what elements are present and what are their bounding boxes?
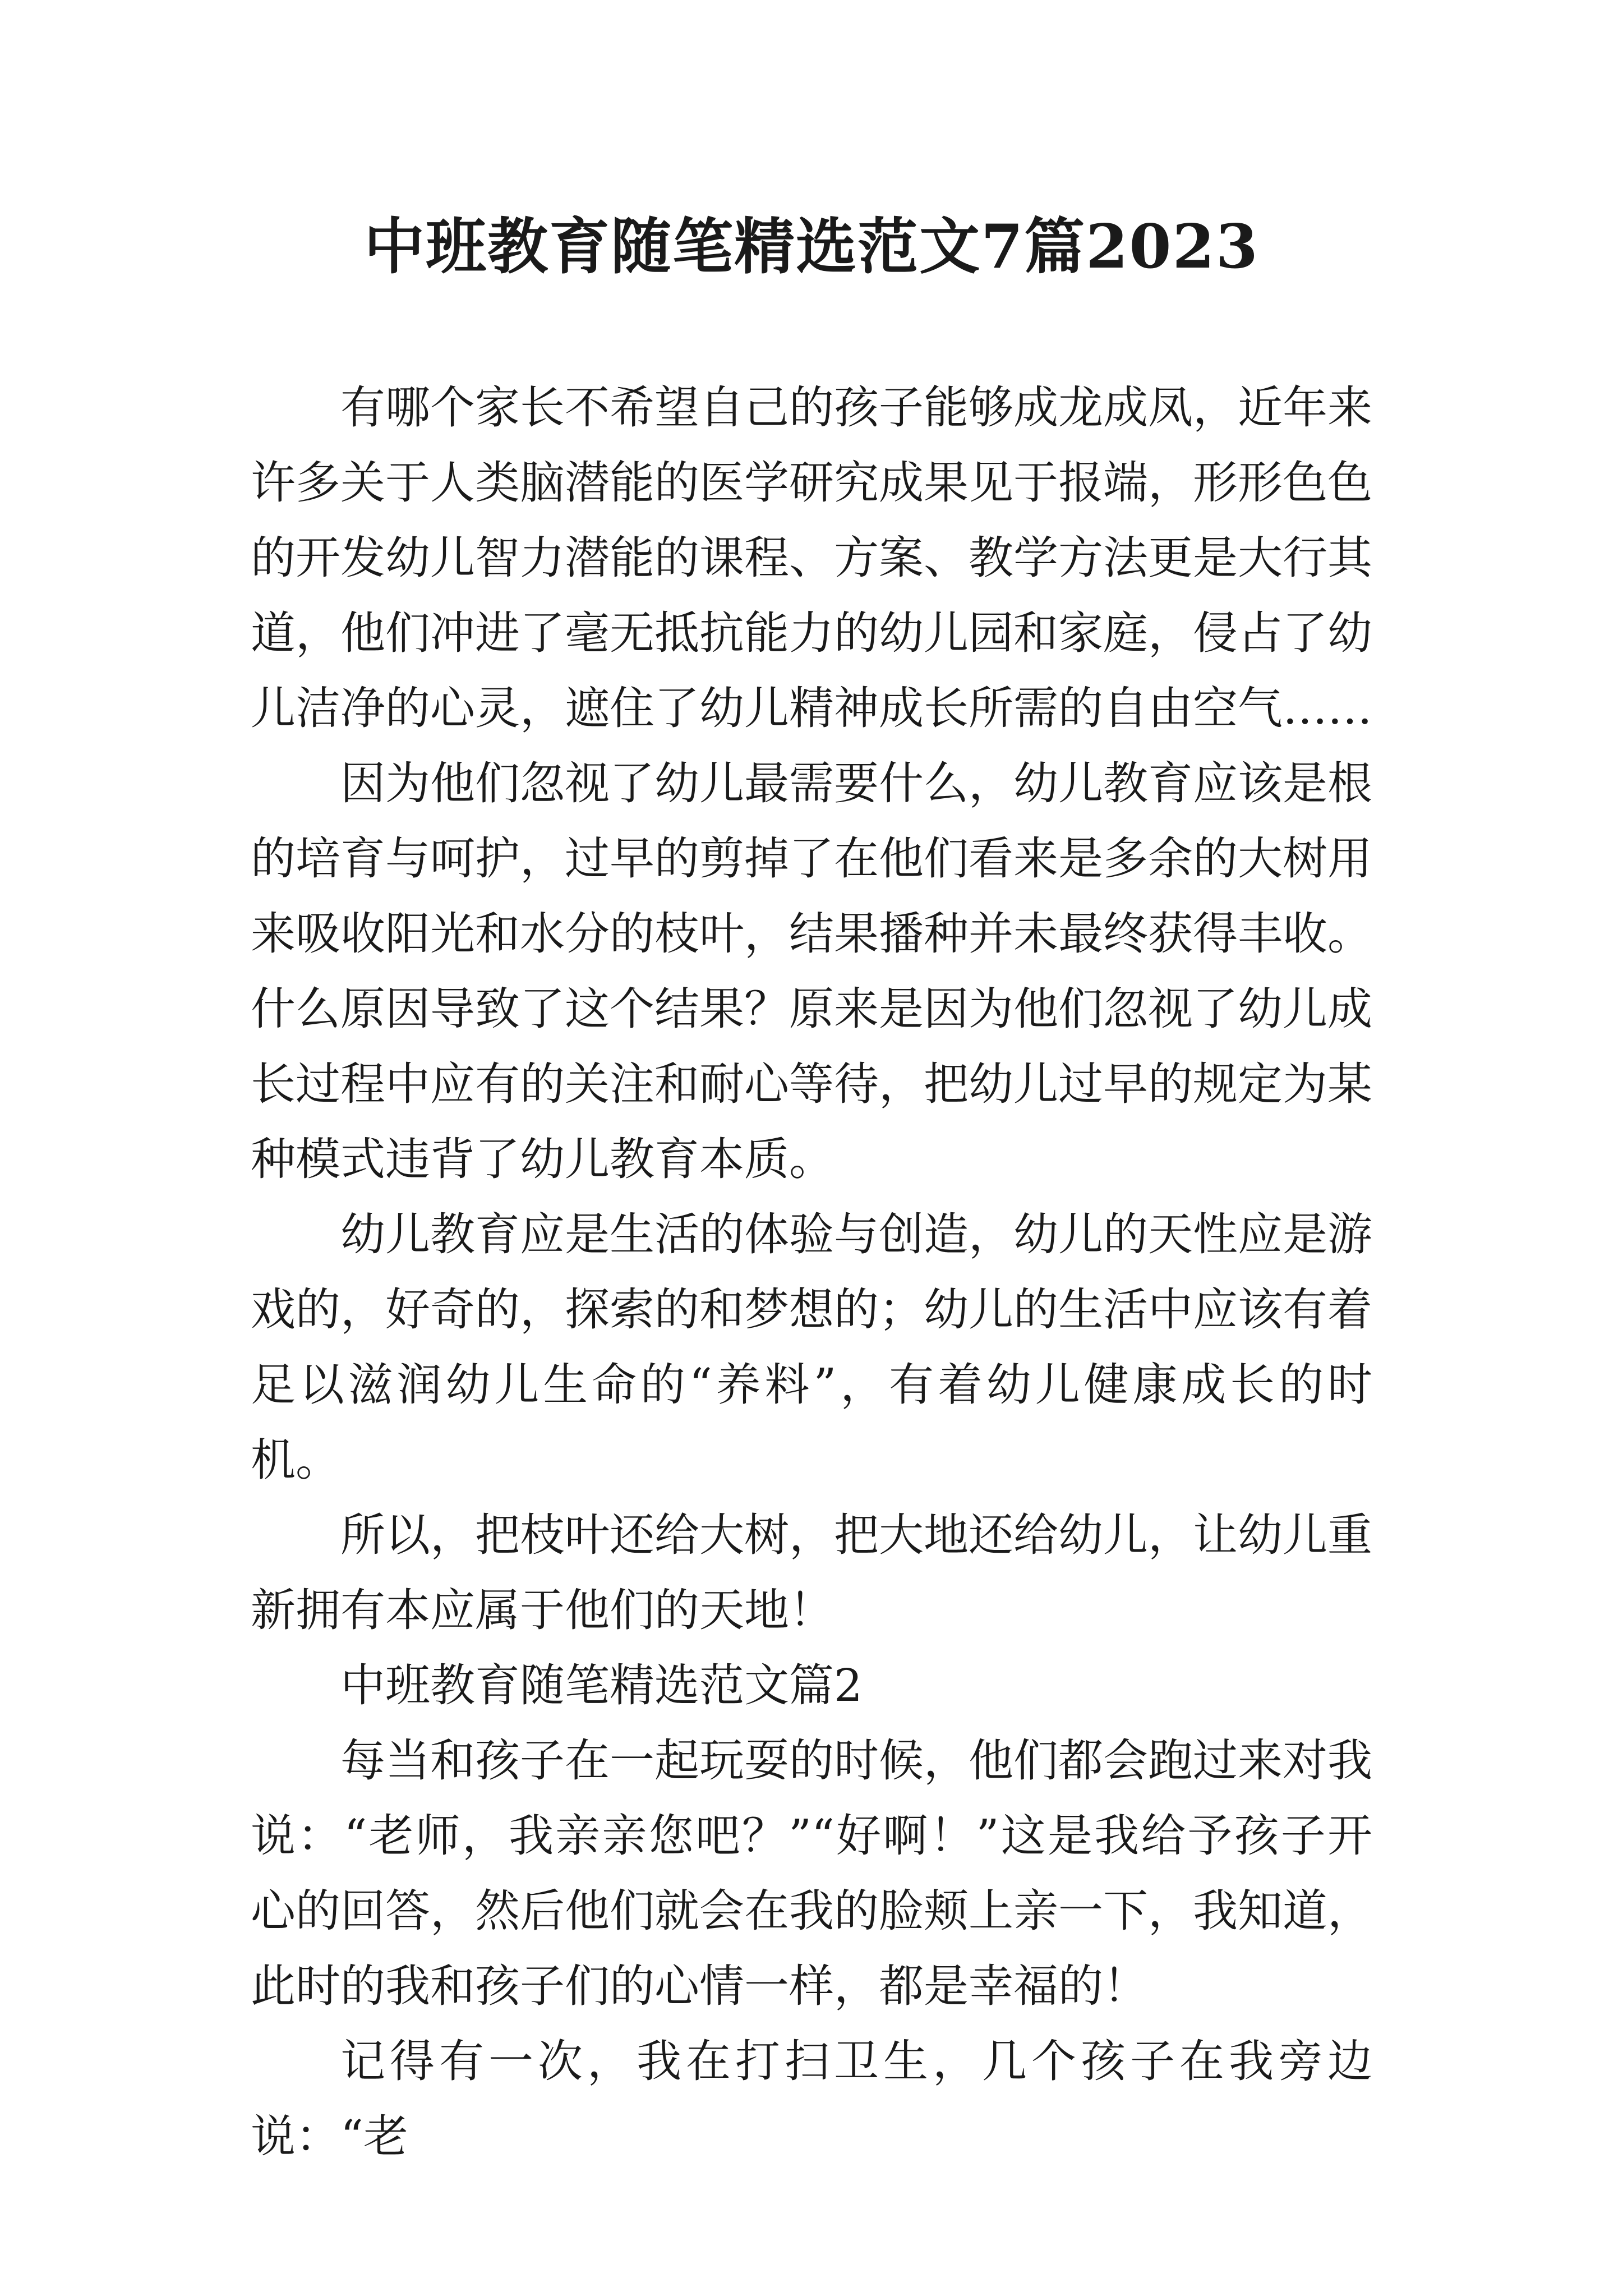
paragraph: 记得有一次，我在打扫卫生，几个孩子在我旁边说：“老 — [251, 2035, 1372, 2162]
paragraph: 所以，把枝叶还给大树，把大地还给幼儿，让幼儿重新拥有本应属于他们的天地！ — [251, 1509, 1372, 1636]
paragraph: 因为他们忽视了幼儿最需要什么，幼儿教育应该是根的培育与呵护，过早的剪掉了在他们看来是多余的大树用来吸收阳光和水分的枝叶，结果播种并未最终获得丰收。什么原因导致了这个结果？原来是因为他们忽视了幼儿成长过程中应有的关注和耐心等待，把幼儿过早的规定为某种模式违背了幼儿教育本质。 — [251, 757, 1372, 1185]
document-body — [251, 370, 1372, 2174]
paragraph: 幼儿教育应是生活的体验与创造，幼儿的天性应是游戏的，好奇的，探索的和梦想的；幼儿的生活中应该有着足以滋润幼儿生命的“养料”，有着幼儿健康成长的时机。 — [251, 1208, 1372, 1486]
paragraph: 每当和孩子在一起玩耍的时候，他们都会跑过来对我说：“老师，我亲亲您吧？”“好啊！”这是我给予孩子开心的回答，然后他们就会在我的脸颊上亲一下，我知道，此时的我和孩子们的心情一样，都是幸福的！ — [251, 1734, 1372, 2012]
paragraph: 有哪个家长不希望自己的孩子能够成龙成凤，近年来许多关于人类脑潜能的医学研究成果见于报端，形形色色的开发幼儿智力潜能的课程、方案、教学方法更是大行其道，他们冲进了毫无抵抗能力的幼儿园和家庭，侵占了幼儿洁净的心灵，遮住了幼儿精神成长所需的自由空气…… — [251, 381, 1372, 734]
document-title: 中班教育随笔精选范文7篇2023 — [364, 211, 1259, 282]
section-heading: 中班教育随笔精选范文篇2 — [340, 1659, 863, 1711]
